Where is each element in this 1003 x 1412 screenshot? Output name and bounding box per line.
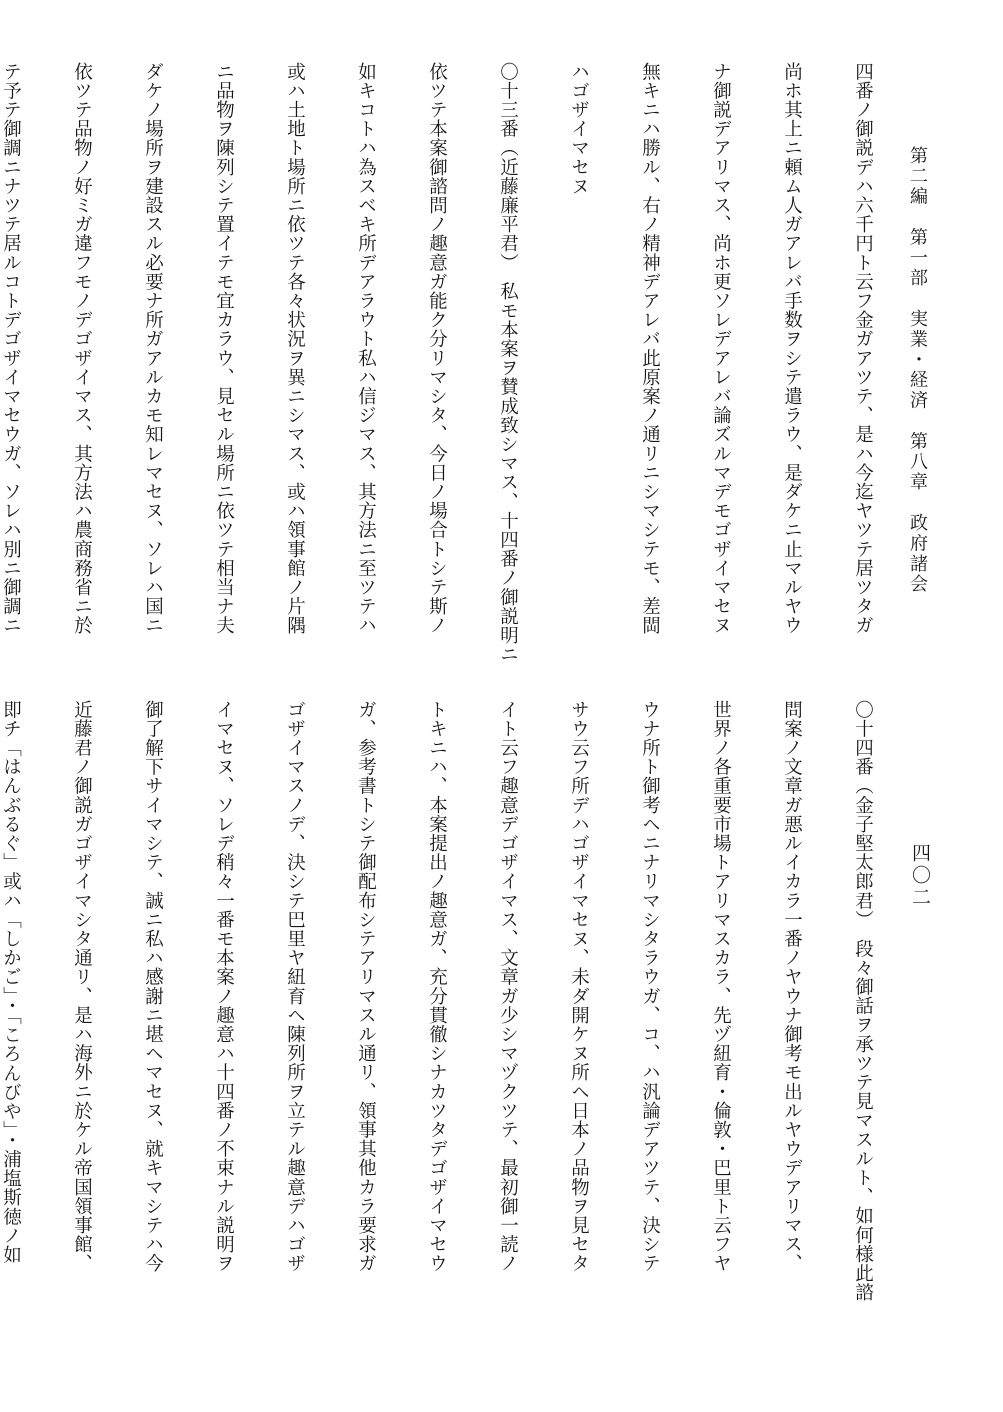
text-line: サウ云フ所デハゴザイマセヌ、未ダ開ケヌ所ヘ日本ノ品物ヲ見セタ [568, 700, 590, 1273]
text-line: 世界ノ各重要市場トアリマスカラ、先ヅ紐育・倫敦・巴里ト云フヤ [710, 700, 732, 1273]
text-line: イマセヌ、ソレデ稍々一番モ本案ノ趣意ハ十四番ノ不束ナル説明ヲ [213, 700, 235, 1273]
text-line: ハゴザイマセヌ [568, 62, 590, 196]
text-line: テ予テ御調ニナツテ居ルコトデゴザイマセウガ、ソレハ別ニ御調ニ [0, 62, 22, 635]
text-line: 尚ホ其上ニ頼ム人ガアレバ手数ヲシテ遣ラウ、是ダケニ止マルヤウ [781, 62, 803, 635]
text-line: 無キニハ勝ル、右ノ精神デアレバ此原案ノ通リニシマシテモ、差閊 [639, 62, 661, 635]
text-line: 四番ノ御説デハ六千円ト云フ金ガアツテ、是ハ今迄ヤツテ居ツタガ [852, 62, 874, 635]
text-line: 即チ「はんぶるぐ」或ハ「しかご」・「ころんびや」・浦塩斯徳ノ如 [0, 700, 22, 1265]
text-line: 如キコトハ為スベキ所デアラウト私ハ信ジマス、其方法ニ至ツテハ [355, 62, 377, 635]
text-line: トキニハ、本案提出ノ趣意ガ、充分貫徹シナカツタデゴザイマセウ [426, 700, 448, 1273]
text-line: ダケノ場所ヲ建設スル必要ナ所ガアルカモ知レマセヌ、ソレハ国ニ [142, 62, 164, 635]
text-line: 依ツテ品物ノ好ミガ違フモノデゴザイマス、其方法ハ農商務省ニ於 [71, 62, 93, 635]
text-line: ウナ所ト御考ヘニナリマシタラウガ、コ、ハ汎論デアツテ、決シテ [639, 700, 661, 1273]
text-line: ナ御説デアリマス、尚ホ更ソレデアレバ論ズルマデモゴザイマセヌ [710, 62, 732, 635]
text-line: 依ツテ本案御諮問ノ趣意ガ能ク分リマシタ、今日ノ場合トシテ斯ノ [426, 62, 448, 635]
running-header: 第二編 第一部 実業・経済 第八章 政府諸会 [907, 146, 928, 595]
text-line: 御了解下サイマシテ、誠ニ私ハ感謝ニ堪ヘマセヌ、就キマシテハ今 [142, 700, 164, 1273]
text-line: 或ハ土地ト場所ニ依ツテ各々状況ヲ異ニシマス、或ハ領事館ノ片隅 [284, 62, 306, 635]
lower-text-block [0, 700, 898, 1350]
text-line: ゴザイマスノデ、決シテ巴里ヤ紐育ヘ陳列所ヲ立テル趣意デハゴザ [284, 700, 306, 1273]
page-number: 四〇二 [909, 843, 931, 909]
text-line: ガ、参考書トシテ御配布シテアリマスル通リ、領事其他カラ要求ガ [355, 700, 377, 1273]
text-line: 近藤君ノ御説ガゴザイマシタ通リ、是ハ海外ニ於ケル帝国領事館、 [71, 700, 93, 1273]
speaker-line: 〇十四番（金子堅太郎君） 段々御話ヲ承ツテ見マスルト、如何様此諮 [852, 700, 874, 1302]
speaker-line: 〇十三番（近藤廉平君） 私モ本案ヲ賛成致シマス、十四番ノ御説明ニ [497, 62, 519, 664]
text-line: イト云フ趣意デゴザイマス、文章ガ少シマヅクツテ、最初御一読ノ [497, 700, 519, 1273]
upper-text-block [0, 62, 898, 664]
text-line: ニ品物ヲ陳列シテ置イテモ宜カラウ、見セル場所ニ依ツテ相当ナ夫 [213, 62, 235, 635]
text-line: 問案ノ文章ガ悪ルイカラ一番ノヤウナ御考モ出ルヤウデアリマス、 [781, 700, 803, 1273]
